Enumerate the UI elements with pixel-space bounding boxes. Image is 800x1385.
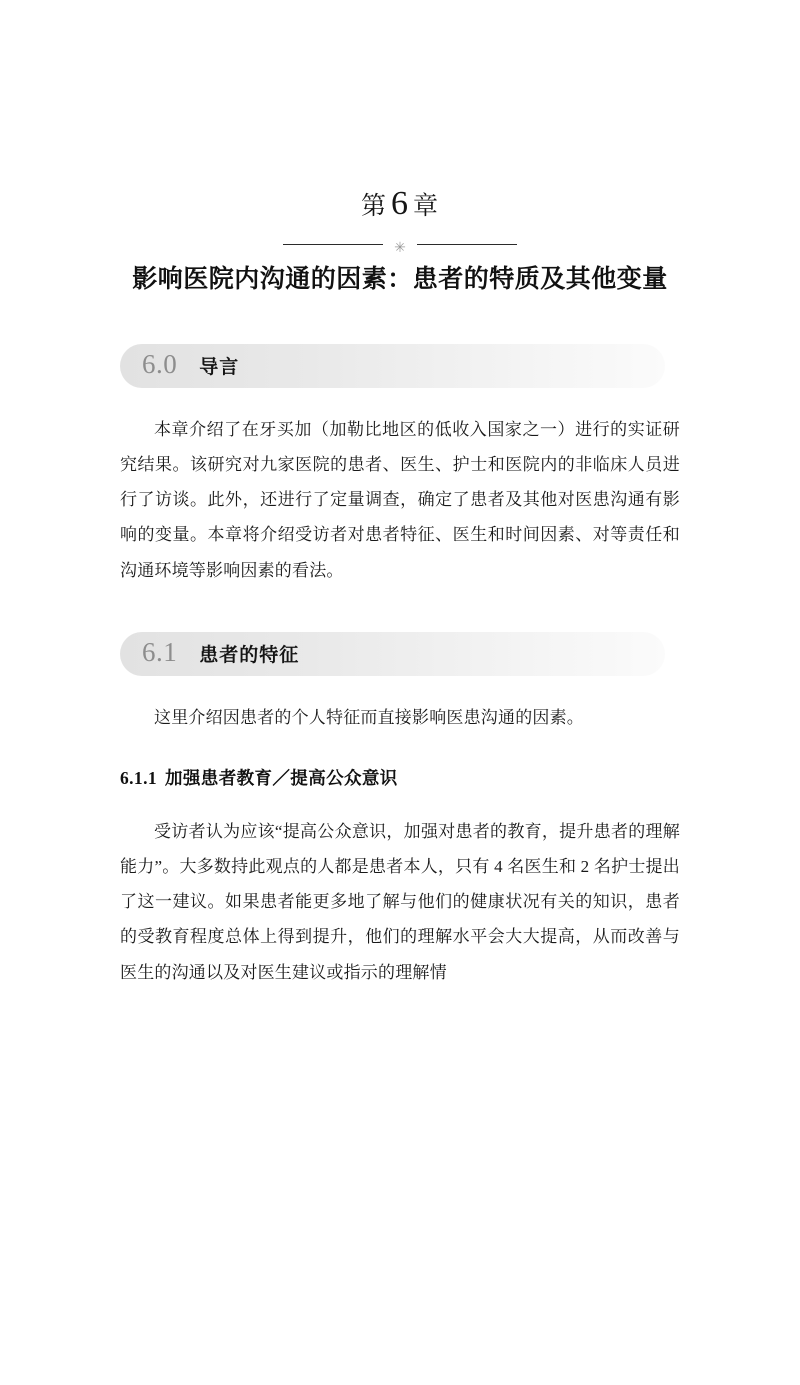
section-number: 6.1 — [142, 637, 178, 668]
paragraph: 本章介绍了在牙买加（加勒比地区的低收入国家之一）进行的实证研究结果。该研究对九家医院的患者、医生、护士和医院内的非临床人员进行了访谈。此外，还进行了定量调查，确定了患者及其他对医患沟通有影响的变量。本章将介绍受访者对患者特征、医生和时间因素、对等责任和沟通环境等影响因素的看法。 — [120, 419, 680, 580]
paragraph: 这里介绍因患者的个人特征而直接影响医患沟通的因素。 — [154, 707, 584, 727]
document-page — [0, 185, 800, 1385]
section-number: 6.0 — [142, 349, 178, 380]
chapter-number: 6 — [391, 185, 409, 222]
section-header-6-0 — [120, 344, 665, 388]
subsection-number: 6.1.1 — [120, 767, 157, 788]
ornament-rule-right — [417, 244, 517, 245]
ornament-rule-left — [283, 244, 383, 245]
subsection-title: 加强患者教育／提高公众意识 — [165, 767, 398, 788]
chapter-ornament — [120, 237, 680, 256]
section-title: 导言 — [199, 357, 240, 379]
section-header-6-1 — [120, 632, 665, 676]
paragraph: 受访者认为应该“提高公众意识，加强对患者的教育，提升患者的理解能力”。大多数持此观点的人都是患者本人，只有 4 名医生和 2 名护士提出了这一建议。如果患者能更多地了解与他们的健康状况有关的知识，患者的受教育程度总体上得到提升，他们的理解水平会大大提高，从而改善与医生的沟通以及对医生建议或指示的理解情 — [120, 821, 680, 982]
section-title: 患者的特征 — [199, 645, 300, 667]
subsection-heading-6-1-1 — [120, 765, 680, 790]
chapter-header — [120, 185, 680, 300]
chapter-number-line — [120, 185, 680, 223]
chapter-label-suffix: 章 — [413, 193, 440, 220]
chapter-label-prefix: 第 — [360, 193, 387, 220]
asterisk-icon: ✳ — [394, 241, 406, 256]
chapter-title: 影响医院内沟通的因素：患者的特质及其他变量 — [132, 266, 668, 293]
